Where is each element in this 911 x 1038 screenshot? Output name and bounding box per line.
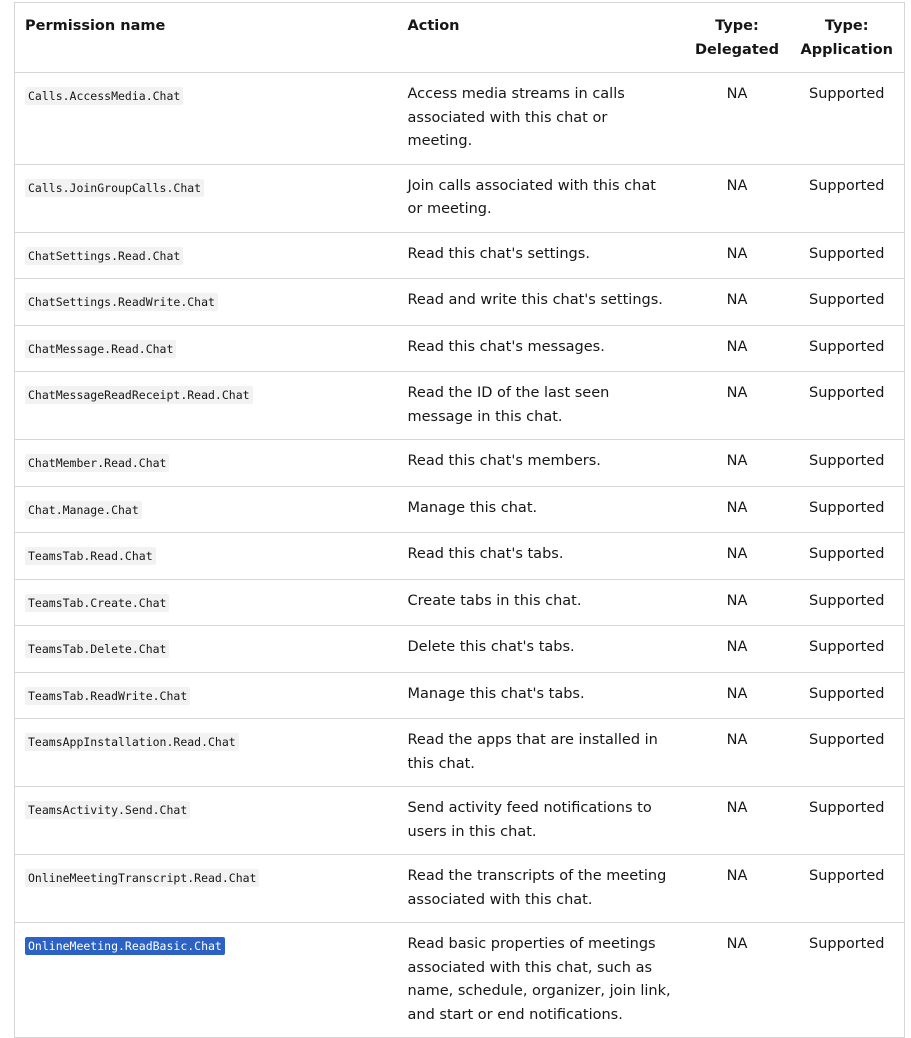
table-row bbox=[15, 719, 905, 787]
table-row bbox=[15, 672, 905, 719]
permission-cell bbox=[15, 855, 398, 923]
action-cell: Read basic properties of meetings associated with this chat, such as name, schedule, organizer, join link, and start or end notifications. bbox=[398, 923, 685, 1038]
table-row bbox=[15, 787, 905, 855]
action-cell: Read this chat's settings. bbox=[398, 232, 685, 279]
action-cell: Send activity feed notifications to users in this chat. bbox=[398, 787, 685, 855]
table-row bbox=[15, 923, 905, 1038]
action-cell: Read this chat's messages. bbox=[398, 325, 685, 372]
permission-code: TeamsTab.Read.Chat bbox=[25, 547, 156, 565]
permission-code: TeamsTab.ReadWrite.Chat bbox=[25, 687, 190, 705]
table-row bbox=[15, 73, 905, 165]
application-cell: Supported bbox=[790, 486, 905, 533]
delegated-cell: NA bbox=[685, 923, 790, 1038]
delegated-cell: NA bbox=[685, 719, 790, 787]
permission-cell bbox=[15, 325, 398, 372]
delegated-cell: NA bbox=[685, 73, 790, 165]
action-cell: Read the apps that are installed in this chat. bbox=[398, 719, 685, 787]
application-cell: Supported bbox=[790, 626, 905, 673]
permission-code: ChatSettings.ReadWrite.Chat bbox=[25, 293, 218, 311]
permissions-table-container bbox=[14, 2, 904, 1038]
action-cell: Join calls associated with this chat or meeting. bbox=[398, 164, 685, 232]
table-row bbox=[15, 440, 905, 487]
permission-cell bbox=[15, 533, 398, 580]
permission-cell bbox=[15, 440, 398, 487]
delegated-cell: NA bbox=[685, 164, 790, 232]
action-cell: Manage this chat. bbox=[398, 486, 685, 533]
delegated-cell: NA bbox=[685, 626, 790, 673]
permission-cell bbox=[15, 164, 398, 232]
table-row bbox=[15, 855, 905, 923]
table-row bbox=[15, 626, 905, 673]
delegated-cell: NA bbox=[685, 279, 790, 326]
application-cell: Supported bbox=[790, 279, 905, 326]
permission-code: TeamsTab.Delete.Chat bbox=[25, 640, 169, 658]
permission-cell bbox=[15, 372, 398, 440]
permissions-table bbox=[14, 2, 905, 1038]
table-row bbox=[15, 579, 905, 626]
permission-cell bbox=[15, 279, 398, 326]
header-type-application: Type: Application bbox=[790, 3, 905, 73]
permission-cell bbox=[15, 626, 398, 673]
application-cell: Supported bbox=[790, 719, 905, 787]
permission-code: TeamsTab.Create.Chat bbox=[25, 594, 169, 612]
header-row bbox=[15, 3, 905, 73]
delegated-cell: NA bbox=[685, 855, 790, 923]
permission-cell bbox=[15, 923, 398, 1038]
table-row bbox=[15, 325, 905, 372]
action-cell: Read the transcripts of the meeting associated with this chat. bbox=[398, 855, 685, 923]
permission-code: Chat.Manage.Chat bbox=[25, 501, 142, 519]
application-cell: Supported bbox=[790, 232, 905, 279]
table-row bbox=[15, 164, 905, 232]
table-body bbox=[15, 73, 905, 1038]
action-cell: Read this chat's tabs. bbox=[398, 533, 685, 580]
action-cell: Create tabs in this chat. bbox=[398, 579, 685, 626]
application-cell: Supported bbox=[790, 533, 905, 580]
table-row bbox=[15, 533, 905, 580]
delegated-cell: NA bbox=[685, 325, 790, 372]
application-cell: Supported bbox=[790, 923, 905, 1038]
delegated-cell: NA bbox=[685, 372, 790, 440]
table-row bbox=[15, 232, 905, 279]
permission-cell bbox=[15, 486, 398, 533]
permission-code: ChatMessage.Read.Chat bbox=[25, 340, 176, 358]
table-row bbox=[15, 279, 905, 326]
permission-cell bbox=[15, 232, 398, 279]
delegated-cell: NA bbox=[685, 533, 790, 580]
delegated-cell: NA bbox=[685, 440, 790, 487]
header-type-delegated: Type: Delegated bbox=[685, 3, 790, 73]
permission-code: Calls.AccessMedia.Chat bbox=[25, 87, 183, 105]
action-cell: Delete this chat's tabs. bbox=[398, 626, 685, 673]
action-cell: Read the ID of the last seen message in this chat. bbox=[398, 372, 685, 440]
action-cell: Manage this chat's tabs. bbox=[398, 672, 685, 719]
application-cell: Supported bbox=[790, 372, 905, 440]
table-row bbox=[15, 486, 905, 533]
application-cell: Supported bbox=[790, 440, 905, 487]
permission-code: ChatMessageReadReceipt.Read.Chat bbox=[25, 386, 253, 404]
delegated-cell: NA bbox=[685, 486, 790, 533]
permission-cell bbox=[15, 73, 398, 165]
table-row bbox=[15, 372, 905, 440]
permission-code: Calls.JoinGroupCalls.Chat bbox=[25, 179, 204, 197]
permission-cell bbox=[15, 787, 398, 855]
action-cell: Read and write this chat's settings. bbox=[398, 279, 685, 326]
delegated-cell: NA bbox=[685, 579, 790, 626]
permission-cell bbox=[15, 672, 398, 719]
action-cell: Read this chat's members. bbox=[398, 440, 685, 487]
header-permission-name: Permission name bbox=[15, 3, 398, 73]
application-cell: Supported bbox=[790, 855, 905, 923]
permission-code: OnlineMeetingTranscript.Read.Chat bbox=[25, 869, 259, 887]
permission-cell bbox=[15, 579, 398, 626]
header-action: Action bbox=[398, 3, 685, 73]
delegated-cell: NA bbox=[685, 672, 790, 719]
application-cell: Supported bbox=[790, 787, 905, 855]
delegated-cell: NA bbox=[685, 787, 790, 855]
table-header bbox=[15, 3, 905, 73]
action-cell: Access media streams in calls associated with this chat or meeting. bbox=[398, 73, 685, 165]
application-cell: Supported bbox=[790, 73, 905, 165]
delegated-cell: NA bbox=[685, 232, 790, 279]
permission-code: ChatSettings.Read.Chat bbox=[25, 247, 183, 265]
permission-code: TeamsActivity.Send.Chat bbox=[25, 801, 190, 819]
application-cell: Supported bbox=[790, 672, 905, 719]
application-cell: Supported bbox=[790, 325, 905, 372]
permission-code: ChatMember.Read.Chat bbox=[25, 454, 169, 472]
permission-code-selected: OnlineMeeting.ReadBasic.Chat bbox=[25, 937, 225, 955]
permission-cell bbox=[15, 719, 398, 787]
application-cell: Supported bbox=[790, 579, 905, 626]
permission-code: TeamsAppInstallation.Read.Chat bbox=[25, 733, 239, 751]
application-cell: Supported bbox=[790, 164, 905, 232]
